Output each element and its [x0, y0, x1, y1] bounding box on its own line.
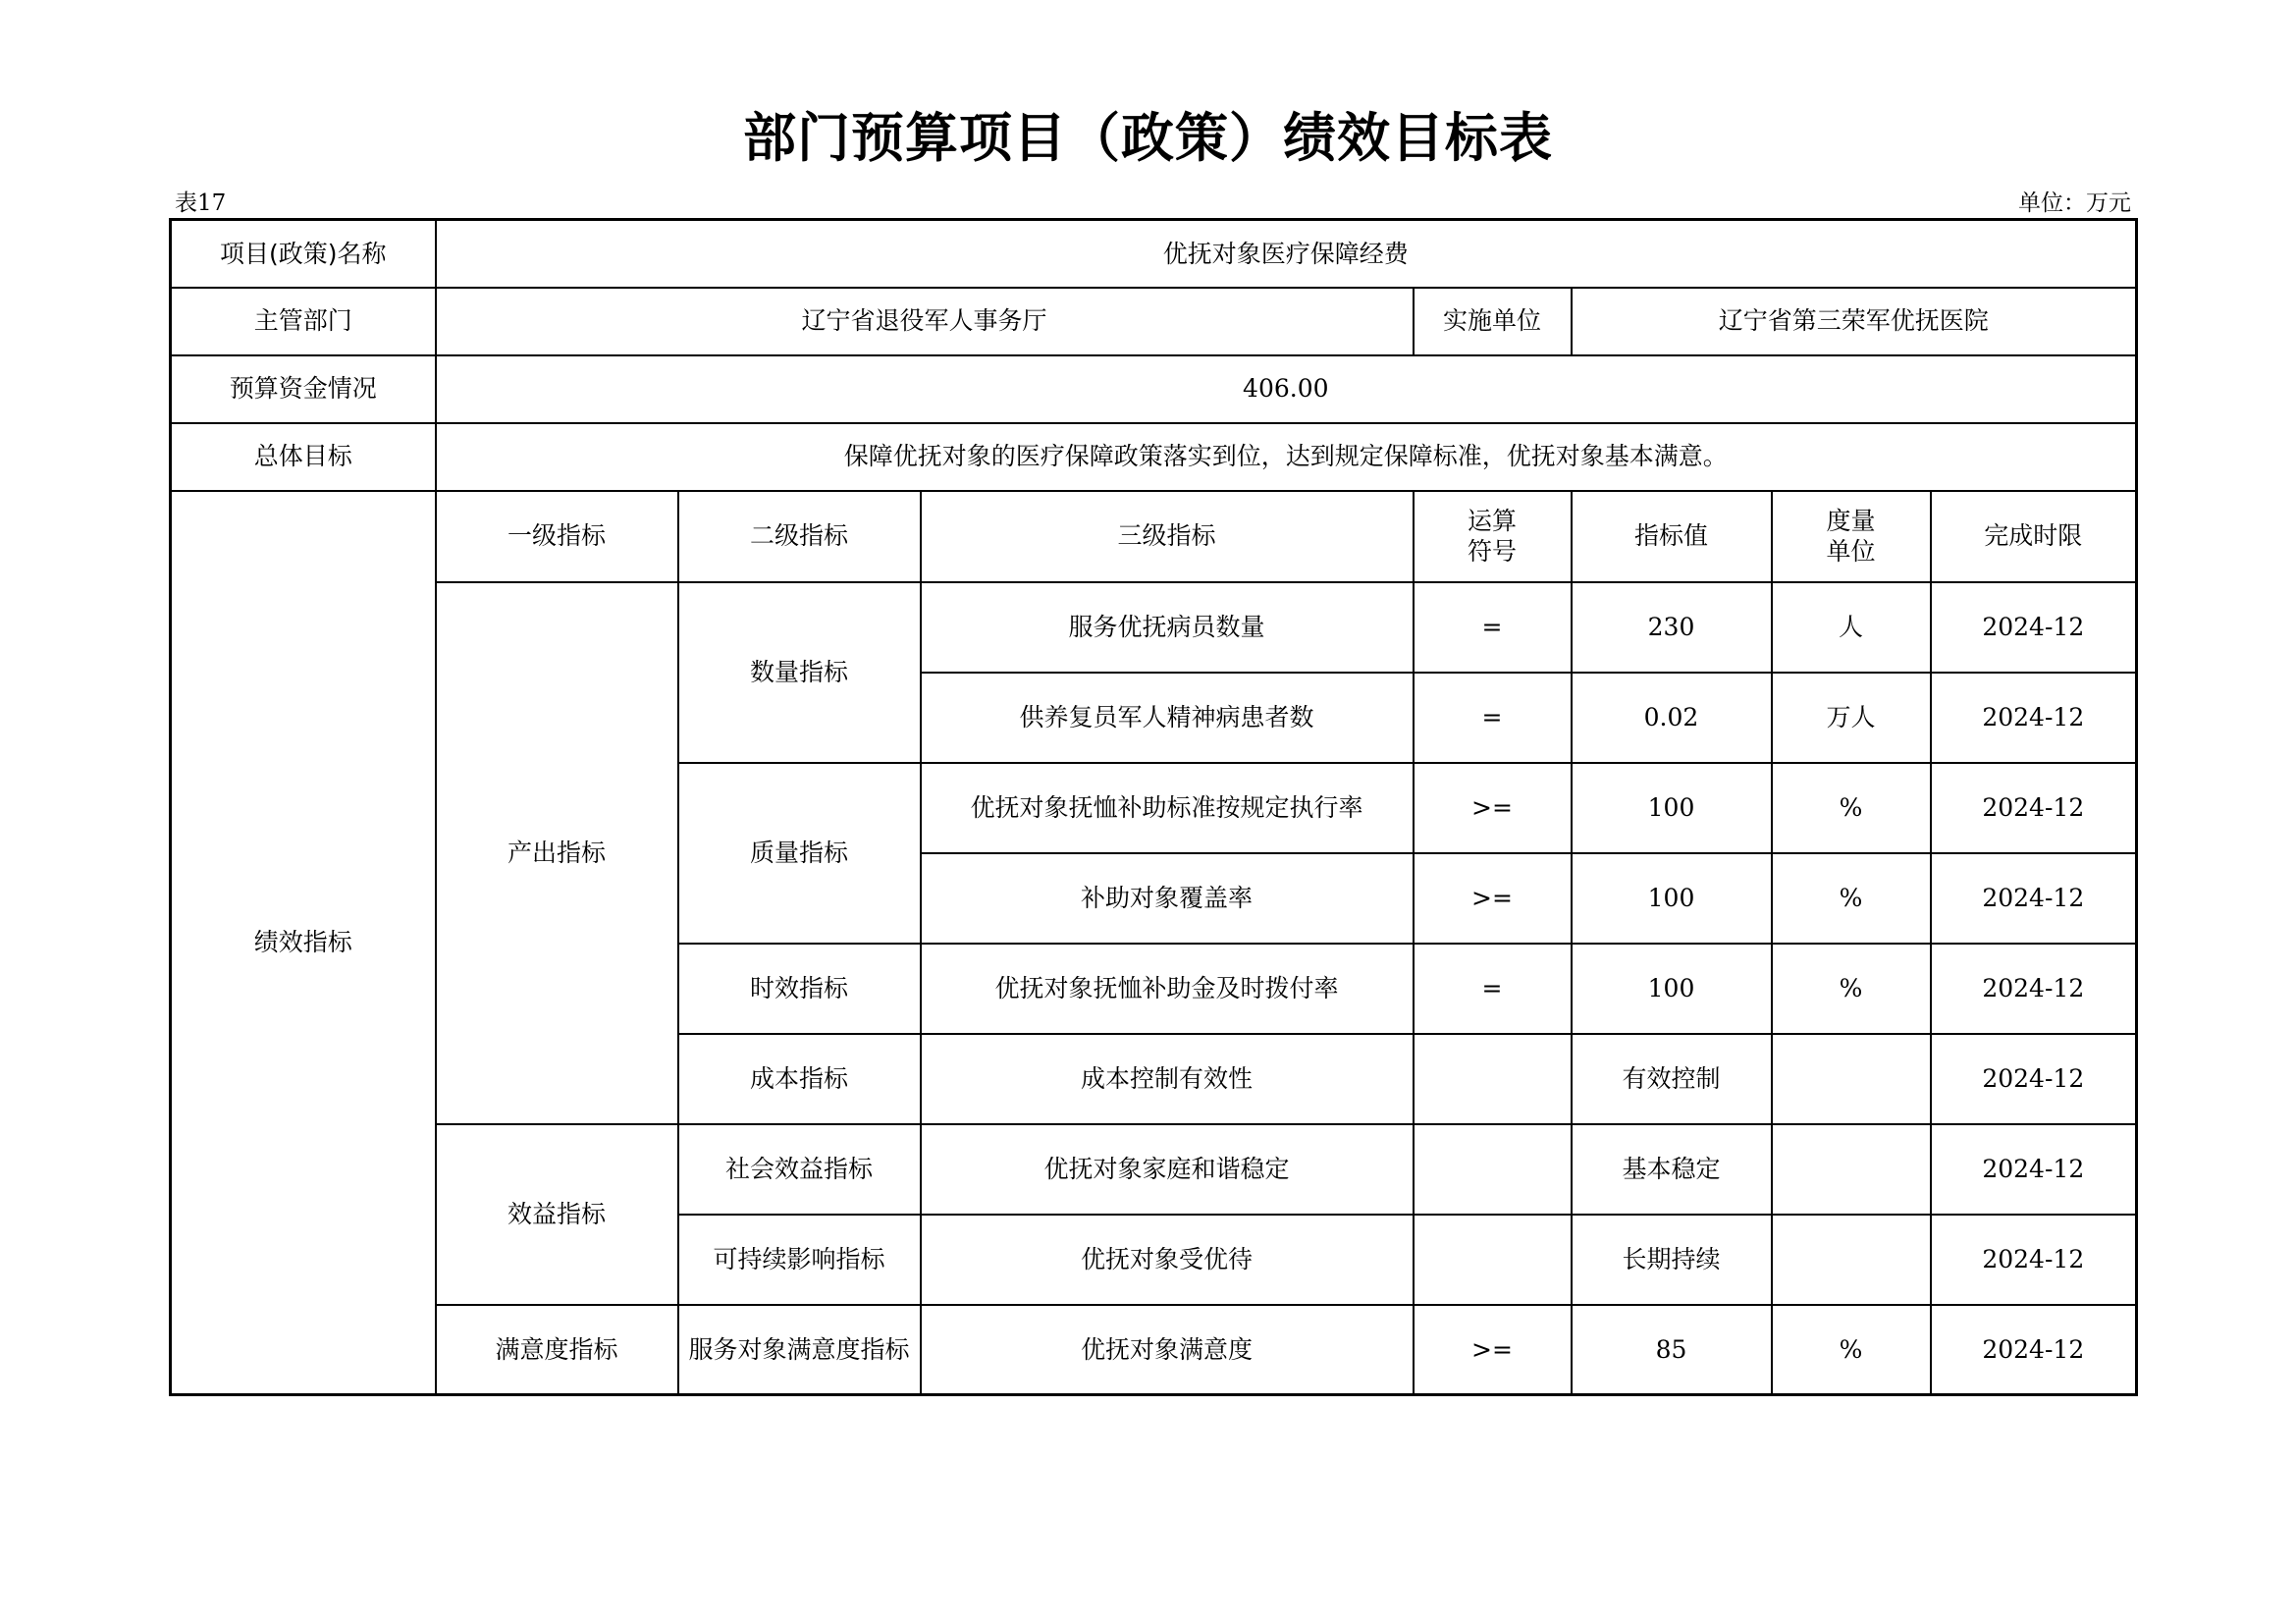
indicator-header-row: [171, 491, 2137, 582]
overall-goal-row: [171, 423, 2137, 491]
table-row: [171, 1305, 2137, 1395]
indicator-unit: [1772, 1124, 1931, 1215]
indicator-value: 100: [1572, 944, 1772, 1034]
overall-goal-label: 总体目标: [171, 423, 436, 491]
indicator-deadline: 2024-12: [1931, 673, 2137, 763]
indicator-deadline: 2024-12: [1931, 944, 2137, 1034]
indicator-deadline: 2024-12: [1931, 1034, 2137, 1124]
sub-quantity: 数量指标: [678, 582, 921, 763]
page-title: 部门预算项目（政策）绩效目标表: [743, 107, 1553, 169]
indicator-unit: 万人: [1772, 673, 1931, 763]
unit-label: 单位：万元: [2018, 190, 2131, 216]
group-benefit: 效益指标: [436, 1124, 678, 1305]
indicator-value: 230: [1572, 582, 1772, 673]
indicator-value: 有效控制: [1572, 1034, 1772, 1124]
sub-timeliness: 时效指标: [678, 944, 921, 1034]
indicator-value: 基本稳定: [1572, 1124, 1772, 1215]
project-name-label: 项目(政策)名称: [171, 220, 436, 288]
budget-value: 406.00: [436, 355, 2137, 423]
indicator-operator: =: [1414, 944, 1572, 1034]
indicator-operator: >=: [1414, 853, 1572, 944]
indicator-operator: =: [1414, 673, 1572, 763]
performance-indicator-label: 绩效指标: [171, 491, 436, 1395]
sub-cost: 成本指标: [678, 1034, 921, 1124]
indicator-operator: =: [1414, 582, 1572, 673]
table-row: [171, 582, 2137, 673]
budget-row: [171, 355, 2137, 423]
indicator-operator: [1414, 1034, 1572, 1124]
indicator-name: 补助对象覆盖率: [921, 853, 1414, 944]
header-level1: 一级指标: [436, 491, 678, 582]
indicator-operator: [1414, 1215, 1572, 1305]
indicator-deadline: 2024-12: [1931, 1124, 2137, 1215]
department-row: [171, 288, 2137, 355]
indicator-unit: %: [1772, 763, 1931, 853]
project-name-row: [171, 220, 2137, 288]
performance-target-table: [169, 218, 2138, 1396]
header-level2: 二级指标: [678, 491, 921, 582]
sub-service: 服务对象满意度指标: [678, 1305, 921, 1395]
indicator-operator: [1414, 1124, 1572, 1215]
indicator-name: 优抚对象抚恤补助金及时拨付率: [921, 944, 1414, 1034]
department-value: 辽宁省退役军人事务厅: [436, 288, 1414, 355]
indicator-unit: [1772, 1215, 1931, 1305]
header-value: 指标值: [1572, 491, 1772, 582]
department-label: 主管部门: [171, 288, 436, 355]
sub-quality: 质量指标: [678, 763, 921, 944]
indicator-name: 优抚对象受优待: [921, 1215, 1414, 1305]
indicator-operator: >=: [1414, 763, 1572, 853]
implementing-unit-label: 实施单位: [1414, 288, 1572, 355]
overall-goal-value: 保障优抚对象的医疗保障政策落实到位，达到规定保障标准，优抚对象基本满意。: [436, 423, 2137, 491]
indicator-value: 0.02: [1572, 673, 1772, 763]
indicator-name: 成本控制有效性: [921, 1034, 1414, 1124]
indicator-operator: >=: [1414, 1305, 1572, 1395]
indicator-name: 优抚对象满意度: [921, 1305, 1414, 1395]
sub-sustain: 可持续影响指标: [678, 1215, 921, 1305]
header-unit: 度量 单位: [1772, 491, 1931, 582]
header-deadline: 完成时限: [1931, 491, 2137, 582]
header-level3: 三级指标: [921, 491, 1414, 582]
indicator-name: 优抚对象家庭和谐稳定: [921, 1124, 1414, 1215]
indicator-value: 100: [1572, 763, 1772, 853]
indicator-deadline: 2024-12: [1931, 763, 2137, 853]
indicator-unit: %: [1772, 853, 1931, 944]
indicator-deadline: 2024-12: [1931, 853, 2137, 944]
implementing-unit-value: 辽宁省第三荣军优抚医院: [1572, 288, 2137, 355]
indicator-unit: %: [1772, 1305, 1931, 1395]
sub-social: 社会效益指标: [678, 1124, 921, 1215]
group-satisfaction: 满意度指标: [436, 1305, 678, 1395]
indicator-value: 85: [1572, 1305, 1772, 1395]
indicator-unit: 人: [1772, 582, 1931, 673]
indicator-unit: %: [1772, 944, 1931, 1034]
indicator-deadline: 2024-12: [1931, 1215, 2137, 1305]
table-row: [171, 1124, 2137, 1215]
indicator-unit: [1772, 1034, 1931, 1124]
indicator-deadline: 2024-12: [1931, 582, 2137, 673]
project-name-value: 优抚对象医疗保障经费: [436, 220, 2137, 288]
indicator-name: 服务优抚病员数量: [921, 582, 1414, 673]
budget-label: 预算资金情况: [171, 355, 436, 423]
indicator-name: 供养复员军人精神病患者数: [921, 673, 1414, 763]
indicator-deadline: 2024-12: [1931, 1305, 2137, 1395]
indicator-name: 优抚对象抚恤补助标准按规定执行率: [921, 763, 1414, 853]
indicator-value: 100: [1572, 853, 1772, 944]
indicator-value: 长期持续: [1572, 1215, 1772, 1305]
table-number: 表17: [175, 190, 227, 216]
header-operator: 运算 符号: [1414, 491, 1572, 582]
group-output: 产出指标: [436, 582, 678, 1124]
